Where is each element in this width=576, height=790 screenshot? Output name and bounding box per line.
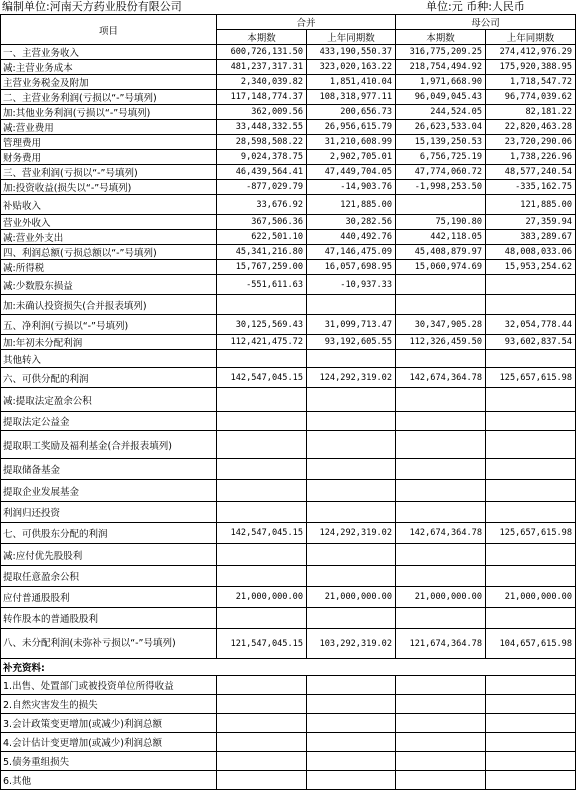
parent-current-header: 本期数 xyxy=(396,30,486,45)
table-row xyxy=(1,230,576,245)
value-cell xyxy=(307,544,396,566)
row-label: 五、净利润(亏损以“-”号填列) xyxy=(1,315,217,335)
supplement-row xyxy=(1,714,576,733)
value-cell: -1,998,253.50 xyxy=(396,180,486,195)
parent-prior-header: 上年同期数 xyxy=(486,30,576,45)
table-row xyxy=(1,135,576,150)
value-cell: 28,598,508.22 xyxy=(217,135,307,150)
value-cell xyxy=(486,608,576,629)
table-row xyxy=(1,195,576,215)
value-cell: 32,054,778.44 xyxy=(486,315,576,335)
value-cell: 47,449,704.05 xyxy=(307,165,396,180)
value-cell: 622,501.10 xyxy=(217,230,307,245)
value-cell: 26,956,615.79 xyxy=(307,120,396,135)
value-cell xyxy=(486,388,576,412)
consolidated-group-header: 合并 xyxy=(217,15,396,30)
value-cell: 104,657,615.98 xyxy=(486,629,576,659)
row-label: 财务费用 xyxy=(1,150,217,165)
supplement-item-label: 1.出售、处置部门或被投资单位所得收益 xyxy=(1,676,217,695)
value-cell xyxy=(396,195,486,215)
value-cell xyxy=(307,502,396,523)
row-label: 提取任意盈余公积 xyxy=(1,566,217,587)
value-cell: 93,192,605.55 xyxy=(307,335,396,350)
table-row xyxy=(1,90,576,105)
value-cell: 22,820,463.28 xyxy=(486,120,576,135)
row-label: 减:营业外支出 xyxy=(1,230,217,245)
table-row xyxy=(1,480,576,502)
supplement-row xyxy=(1,676,576,695)
value-cell: 121,885.00 xyxy=(307,195,396,215)
value-cell xyxy=(486,544,576,566)
income-statement-table xyxy=(0,14,576,790)
value-cell: 96,049,045.43 xyxy=(396,90,486,105)
table-row xyxy=(1,260,576,275)
table-row xyxy=(1,275,576,295)
value-cell xyxy=(396,714,486,733)
row-label: 提取企业发展基金 xyxy=(1,480,217,502)
row-label: 减:主营业务成本 xyxy=(1,60,217,75)
value-cell xyxy=(217,502,307,523)
value-cell: 30,347,905.28 xyxy=(396,315,486,335)
value-cell xyxy=(217,459,307,480)
value-cell xyxy=(307,295,396,315)
value-cell xyxy=(307,388,396,412)
value-cell xyxy=(396,695,486,714)
value-cell xyxy=(396,544,486,566)
value-cell: 362,009.56 xyxy=(217,105,307,120)
value-cell: 96,774,039.62 xyxy=(486,90,576,105)
table-row xyxy=(1,75,576,90)
value-cell: 481,237,317.31 xyxy=(217,60,307,75)
row-label: 主营业务税金及附加 xyxy=(1,75,217,90)
value-cell: 244,524.05 xyxy=(396,105,486,120)
value-cell xyxy=(486,752,576,771)
value-cell xyxy=(307,752,396,771)
value-cell: 45,341,216.80 xyxy=(217,245,307,260)
value-cell xyxy=(217,388,307,412)
row-label: 加:未确认投资损失(合并报表填列) xyxy=(1,295,217,315)
supplement-item-label: 5.债务重组损失 xyxy=(1,752,217,771)
value-cell xyxy=(396,388,486,412)
row-label: 七、可供股东分配的利润 xyxy=(1,523,217,544)
row-label: 其他转入 xyxy=(1,350,217,368)
value-cell xyxy=(217,480,307,502)
supplement-item-label: 4.会计估计变更增加(或减少)利润总额 xyxy=(1,733,217,752)
value-cell: 600,726,131.50 xyxy=(217,45,307,60)
value-cell: 21,000,000.00 xyxy=(217,587,307,608)
row-label: 减:所得税 xyxy=(1,260,217,275)
row-label: 应付普通股股利 xyxy=(1,587,217,608)
table-row xyxy=(1,105,576,120)
value-cell xyxy=(396,459,486,480)
value-cell xyxy=(217,295,307,315)
value-cell: 117,148,774.37 xyxy=(217,90,307,105)
value-cell xyxy=(396,295,486,315)
table-row xyxy=(1,350,576,368)
value-cell: 33,676.92 xyxy=(217,195,307,215)
row-label: 减:营业费用 xyxy=(1,120,217,135)
value-cell: 9,024,378.75 xyxy=(217,150,307,165)
value-cell: 124,292,319.02 xyxy=(307,523,396,544)
value-cell: 121,674,364.78 xyxy=(396,629,486,659)
value-cell: -335,162.75 xyxy=(486,180,576,195)
row-label: 减:少数股东损益 xyxy=(1,275,217,295)
value-cell xyxy=(217,733,307,752)
value-cell: 175,920,388.95 xyxy=(486,60,576,75)
value-cell: 383,289.67 xyxy=(486,230,576,245)
parent-company-group-header: 母公司 xyxy=(396,15,576,30)
value-cell xyxy=(486,480,576,502)
row-label: 加:年初未分配利润 xyxy=(1,335,217,350)
value-cell: 23,720,290.06 xyxy=(486,135,576,150)
value-cell xyxy=(217,714,307,733)
company-label: 编制单位:河南天方药业股份有限公司 xyxy=(2,0,182,13)
row-label: 减:应付优先股股利 xyxy=(1,544,217,566)
value-cell: 48,577,240.54 xyxy=(486,165,576,180)
value-cell xyxy=(396,480,486,502)
supplement-title-row xyxy=(1,659,576,676)
table-row xyxy=(1,412,576,431)
row-label: 利润归还投资 xyxy=(1,502,217,523)
value-cell xyxy=(307,350,396,368)
table-row xyxy=(1,523,576,544)
value-cell: 75,190.80 xyxy=(396,215,486,230)
table-row xyxy=(1,368,576,388)
table-row xyxy=(1,388,576,412)
value-cell xyxy=(396,608,486,629)
supplement-item-label: 3.会计政策变更增加(或减少)利润总额 xyxy=(1,714,217,733)
value-cell xyxy=(307,695,396,714)
value-cell: 121,885.00 xyxy=(486,195,576,215)
table-row xyxy=(1,245,576,260)
value-cell xyxy=(396,502,486,523)
value-cell: 93,602,837.54 xyxy=(486,335,576,350)
value-cell: 2,902,705.01 xyxy=(307,150,396,165)
value-cell xyxy=(217,431,307,459)
value-cell xyxy=(307,714,396,733)
row-label: 提取储备基金 xyxy=(1,459,217,480)
value-cell xyxy=(486,676,576,695)
table-row xyxy=(1,60,576,75)
table-row xyxy=(1,315,576,335)
table-row xyxy=(1,587,576,608)
table-row xyxy=(1,295,576,315)
value-cell: -14,903.76 xyxy=(307,180,396,195)
value-cell xyxy=(486,695,576,714)
value-cell: 30,282.56 xyxy=(307,215,396,230)
value-cell xyxy=(217,771,307,790)
row-label: 二、主营业务利润(亏损以“-”号填列) xyxy=(1,90,217,105)
table-row xyxy=(1,165,576,180)
value-cell xyxy=(486,275,576,295)
value-cell: 218,754,494.92 xyxy=(396,60,486,75)
value-cell: 45,408,879.97 xyxy=(396,245,486,260)
table-row xyxy=(1,459,576,480)
value-cell xyxy=(217,676,307,695)
row-label: 减:提取法定盈余公积 xyxy=(1,388,217,412)
value-cell: 21,000,000.00 xyxy=(396,587,486,608)
value-cell: 142,547,045.15 xyxy=(217,368,307,388)
value-cell: 112,421,475.72 xyxy=(217,335,307,350)
value-cell: 125,657,615.98 xyxy=(486,523,576,544)
value-cell: 82,181.22 xyxy=(486,105,576,120)
value-cell: 274,412,976.29 xyxy=(486,45,576,60)
value-cell: 27,359.94 xyxy=(486,215,576,230)
item-column-header: 项目 xyxy=(1,15,217,45)
report-header xyxy=(0,0,576,14)
table-row xyxy=(1,629,576,659)
value-cell xyxy=(217,695,307,714)
value-cell xyxy=(307,676,396,695)
value-cell xyxy=(486,502,576,523)
table-row xyxy=(1,180,576,195)
row-label: 提取职工奖励及福利基金(合并报表填列) xyxy=(1,431,217,459)
value-cell xyxy=(307,771,396,790)
row-label: 一、主营业务收入 xyxy=(1,45,217,60)
supplement-row xyxy=(1,733,576,752)
value-cell: 6,756,725.19 xyxy=(396,150,486,165)
value-cell xyxy=(307,733,396,752)
value-cell: 47,146,475.09 xyxy=(307,245,396,260)
value-cell: 442,118.05 xyxy=(396,230,486,245)
table-row xyxy=(1,215,576,230)
value-cell xyxy=(486,431,576,459)
value-cell xyxy=(217,412,307,431)
value-cell xyxy=(307,480,396,502)
row-label: 管理费用 xyxy=(1,135,217,150)
row-label: 八、未分配利润(未弥补亏损以“-”号填列) xyxy=(1,629,217,659)
value-cell xyxy=(307,608,396,629)
value-cell xyxy=(396,350,486,368)
value-cell: 15,060,974.69 xyxy=(396,260,486,275)
table-row xyxy=(1,502,576,523)
value-cell: 16,057,698.95 xyxy=(307,260,396,275)
value-cell xyxy=(217,752,307,771)
supplement-row xyxy=(1,695,576,714)
value-cell xyxy=(486,714,576,733)
supplement-title: 补充资料: xyxy=(1,659,576,676)
value-cell xyxy=(217,608,307,629)
row-label: 六、可供分配的利润 xyxy=(1,368,217,388)
table-row xyxy=(1,120,576,135)
value-cell xyxy=(486,459,576,480)
value-cell: 124,292,319.02 xyxy=(307,368,396,388)
row-label: 转作股本的普通股股利 xyxy=(1,608,217,629)
value-cell: 47,774,060.72 xyxy=(396,165,486,180)
value-cell xyxy=(396,733,486,752)
table-row xyxy=(1,45,576,60)
supplement-row xyxy=(1,771,576,790)
table-row xyxy=(1,150,576,165)
supplement-rows xyxy=(1,659,576,790)
row-label: 三、营业利润(亏损以“-”号填列) xyxy=(1,165,217,180)
row-label: 营业外收入 xyxy=(1,215,217,230)
unit-currency-label: 单位:元 币种:人民币 xyxy=(426,0,525,13)
value-cell xyxy=(217,544,307,566)
value-cell xyxy=(396,676,486,695)
value-cell: 31,099,713.47 xyxy=(307,315,396,335)
value-cell: -10,937.33 xyxy=(307,275,396,295)
value-cell: 121,547,045.15 xyxy=(217,629,307,659)
value-cell: 440,492.76 xyxy=(307,230,396,245)
table-row xyxy=(1,566,576,587)
value-cell: 46,439,564.41 xyxy=(217,165,307,180)
value-cell: 1,738,226.96 xyxy=(486,150,576,165)
value-cell xyxy=(307,566,396,587)
value-cell: 48,008,033.06 xyxy=(486,245,576,260)
value-cell: 15,139,250.53 xyxy=(396,135,486,150)
value-cell xyxy=(486,295,576,315)
value-cell xyxy=(396,412,486,431)
value-cell: 1,851,410.04 xyxy=(307,75,396,90)
row-label: 四、利润总额(亏损总额以“-”号填列) xyxy=(1,245,217,260)
value-cell: 103,292,319.02 xyxy=(307,629,396,659)
value-cell xyxy=(486,733,576,752)
statement-rows xyxy=(1,45,576,659)
value-cell xyxy=(396,275,486,295)
value-cell: 108,318,977.11 xyxy=(307,90,396,105)
value-cell: 112,326,459.50 xyxy=(396,335,486,350)
value-cell xyxy=(307,431,396,459)
row-label: 提取法定公益金 xyxy=(1,412,217,431)
value-cell: 1,971,668.90 xyxy=(396,75,486,90)
table-row xyxy=(1,544,576,566)
value-cell: 2,340,039.82 xyxy=(217,75,307,90)
value-cell: 1,718,547.72 xyxy=(486,75,576,90)
value-cell: 30,125,569.43 xyxy=(217,315,307,335)
row-label: 补贴收入 xyxy=(1,195,217,215)
consolidated-prior-header: 上年同期数 xyxy=(307,30,396,45)
value-cell: 15,953,254.62 xyxy=(486,260,576,275)
value-cell xyxy=(486,566,576,587)
value-cell: 21,000,000.00 xyxy=(486,587,576,608)
row-label: 加:投资收益(损失以“-”号填列) xyxy=(1,180,217,195)
value-cell xyxy=(486,412,576,431)
value-cell: 31,210,608.99 xyxy=(307,135,396,150)
value-cell xyxy=(486,771,576,790)
value-cell: 15,767,259.00 xyxy=(217,260,307,275)
value-cell xyxy=(396,431,486,459)
value-cell: 26,623,533.04 xyxy=(396,120,486,135)
value-cell xyxy=(217,566,307,587)
value-cell: 200,656.73 xyxy=(307,105,396,120)
value-cell: 125,657,615.98 xyxy=(486,368,576,388)
value-cell xyxy=(307,412,396,431)
value-cell: 21,000,000.00 xyxy=(307,587,396,608)
table-row xyxy=(1,431,576,459)
value-cell: 316,775,209.25 xyxy=(396,45,486,60)
value-cell: -877,029.79 xyxy=(217,180,307,195)
value-cell: 142,674,364.78 xyxy=(396,523,486,544)
value-cell: 367,506.36 xyxy=(217,215,307,230)
value-cell xyxy=(396,566,486,587)
value-cell xyxy=(396,771,486,790)
value-cell: 433,190,550.37 xyxy=(307,45,396,60)
table-row xyxy=(1,335,576,350)
supplement-item-label: 2.自然灾害发生的损失 xyxy=(1,695,217,714)
supplement-item-label: 6.其他 xyxy=(1,771,217,790)
value-cell: 142,547,045.15 xyxy=(217,523,307,544)
value-cell: 142,674,364.78 xyxy=(396,368,486,388)
value-cell xyxy=(307,459,396,480)
value-cell: 323,020,163.22 xyxy=(307,60,396,75)
table-row xyxy=(1,608,576,629)
value-cell: 33,448,332.55 xyxy=(217,120,307,135)
supplement-row xyxy=(1,752,576,771)
value-cell xyxy=(396,752,486,771)
row-label: 加:其他业务利润(亏损以“-”号填列) xyxy=(1,105,217,120)
consolidated-current-header: 本期数 xyxy=(217,30,307,45)
value-cell: -551,611.63 xyxy=(217,275,307,295)
value-cell xyxy=(486,350,576,368)
value-cell xyxy=(217,350,307,368)
